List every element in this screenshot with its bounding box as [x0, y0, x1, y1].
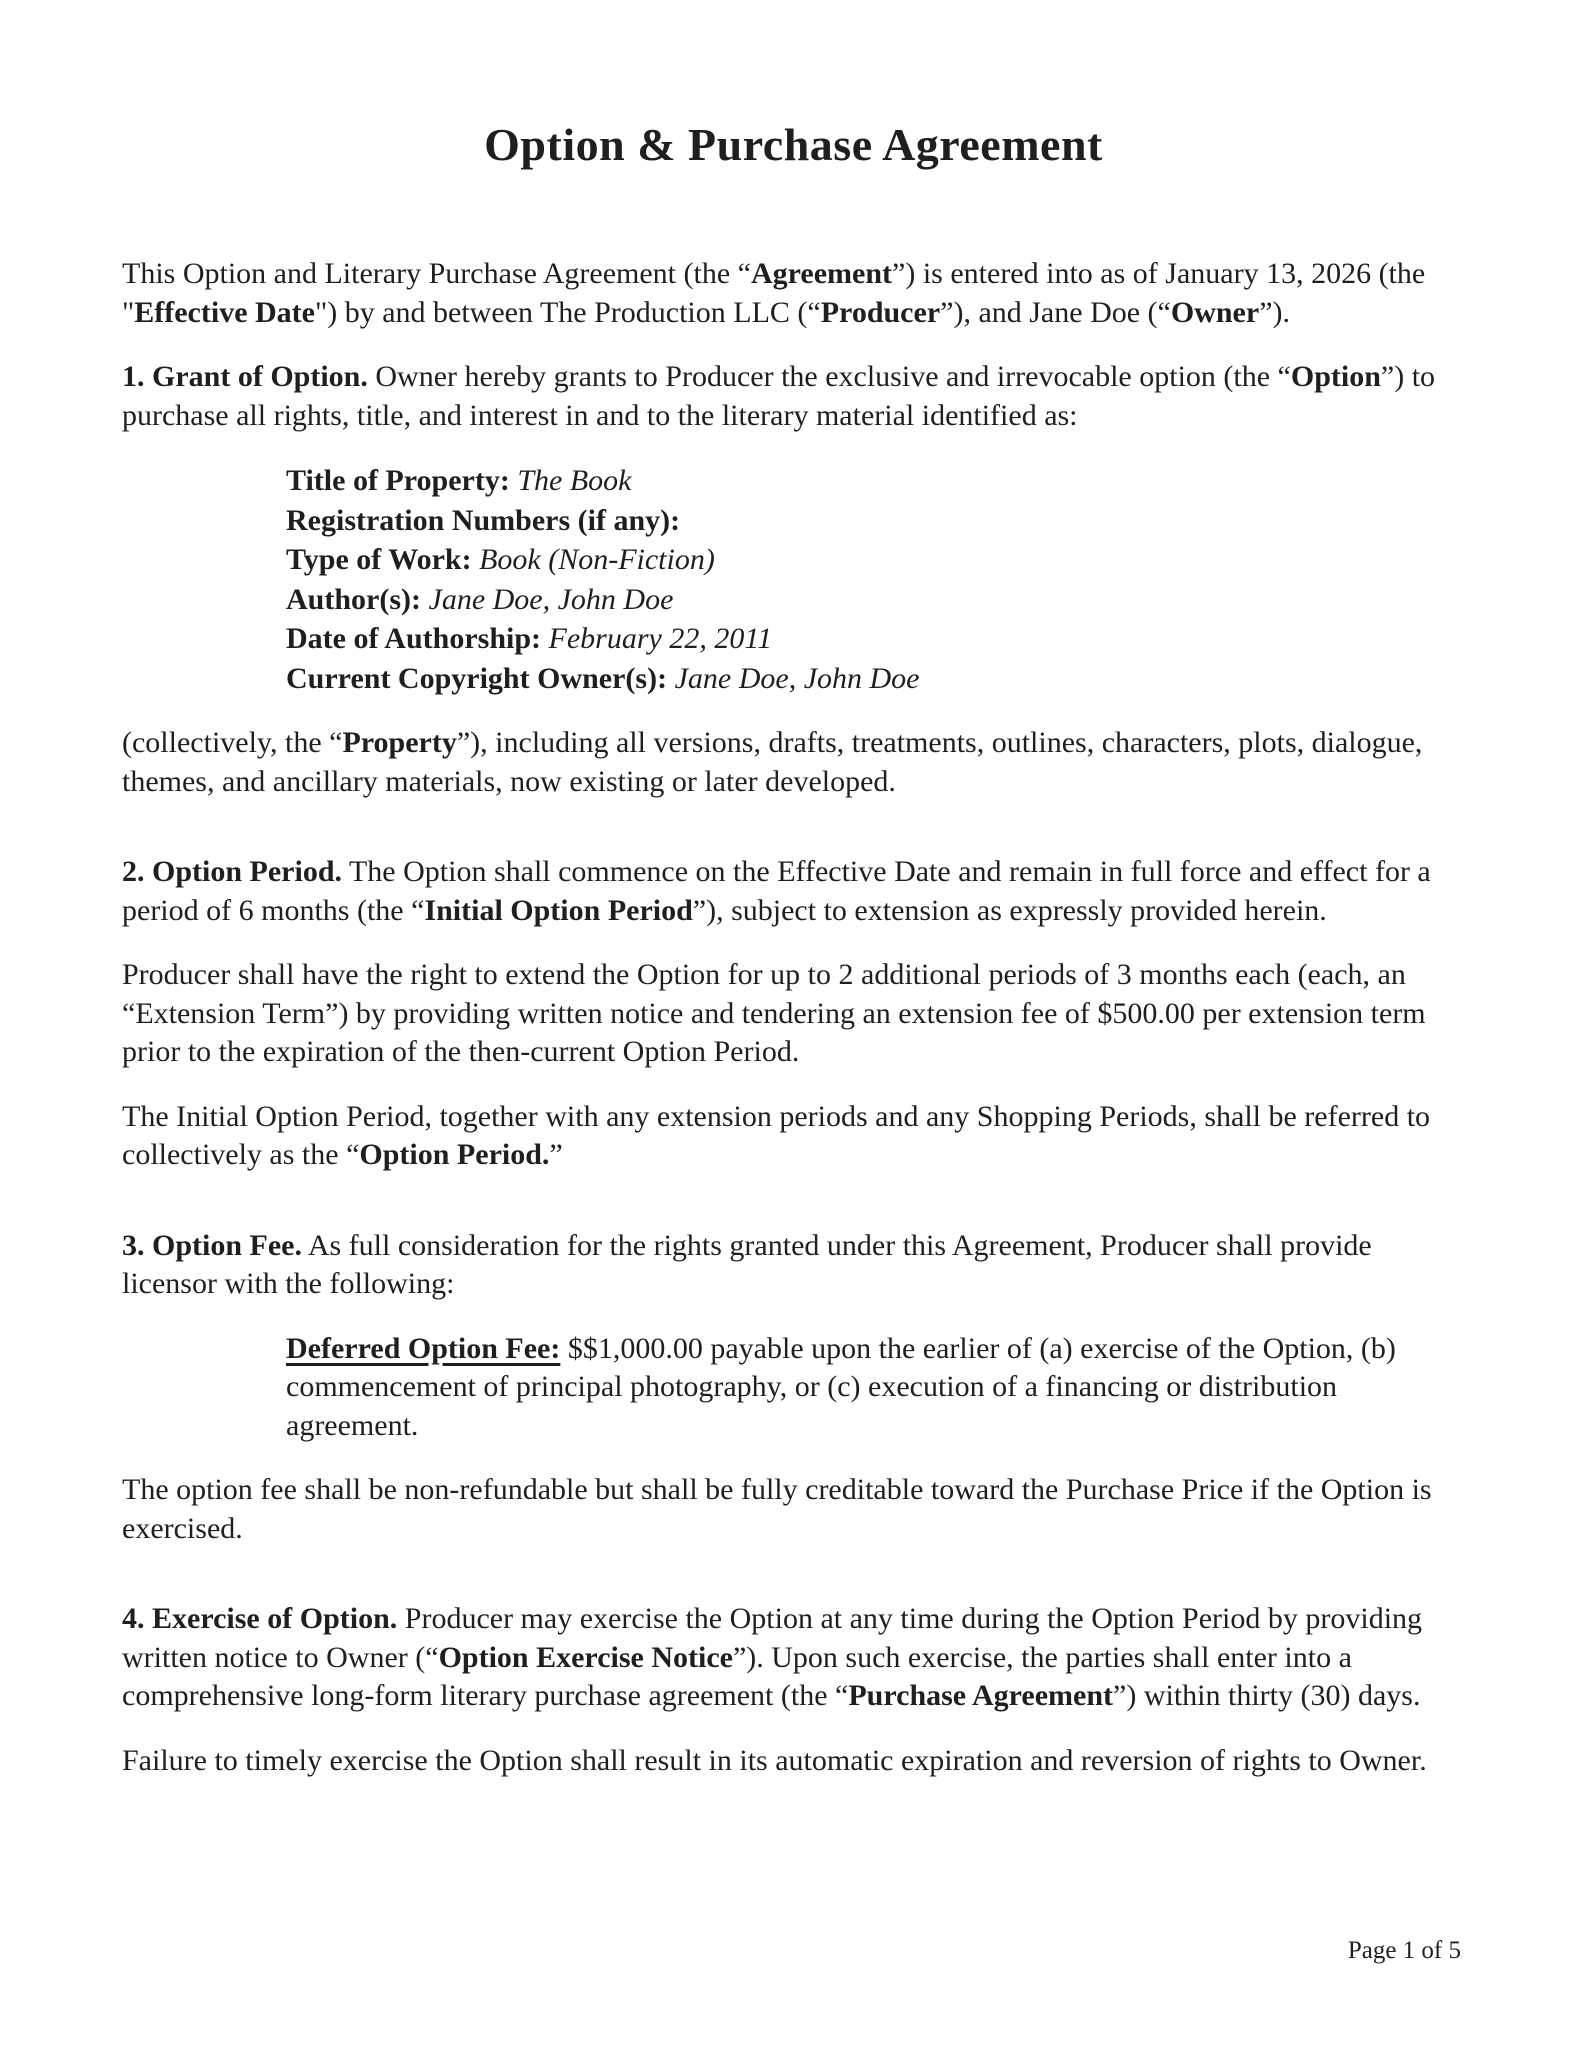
- section-1-grant-of-option: [122, 358, 1465, 435]
- text-run: Type of Work:: [286, 543, 472, 576]
- text-line: [122, 956, 1465, 1072]
- text-line: [122, 255, 1465, 332]
- option-fee-nonrefundable-paragraph: [122, 1471, 1465, 1548]
- text-run: ”), subject to extension as expressly provided herein.: [692, 893, 1327, 927]
- text-run: Option Exercise Notice: [438, 1640, 733, 1674]
- failure-to-exercise-paragraph: [122, 1742, 1465, 1781]
- text-line: [122, 853, 1465, 930]
- text-run: Jane Doe, John Doe: [428, 582, 674, 616]
- text-line: [286, 580, 1465, 620]
- deferred-option-fee-paragraph: [286, 1330, 1465, 1446]
- text-line: [122, 1600, 1465, 1716]
- text-line: [122, 358, 1465, 435]
- extension-term-paragraph: [122, 956, 1465, 1072]
- text-run: The Book: [517, 464, 632, 497]
- text-run: [421, 583, 429, 616]
- text-run: Producer: [820, 295, 941, 329]
- text-line: [122, 724, 1465, 801]
- text-run: Registration Numbers (if any):: [286, 503, 681, 537]
- text-run: 4. Exercise of Option.: [122, 1602, 398, 1635]
- text-run: The option fee shall be non-refundable but shall be fully creditable toward the Purchase Price if the Option is exercised.: [122, 1473, 1432, 1545]
- page-number: Page 1 of 5: [1347, 1937, 1461, 1964]
- section-4-exercise-of-option: [122, 1600, 1465, 1716]
- text-run: [667, 662, 675, 695]
- text-run: Option: [1290, 360, 1381, 393]
- text-run: $$1,000.00 payable upon the earlier of (a) exercise of the Option, (b) commencement of principal photography, or (c) execution of a financing or distribution agreement.: [286, 1331, 1396, 1442]
- text-run: ”) within thirty (30) days.: [1113, 1679, 1421, 1712]
- text-run: ”).: [1259, 295, 1290, 329]
- text-run: This Option and Literary Purchase Agreement (the “: [122, 257, 751, 290]
- text-run: Current Copyright Owner(s):: [286, 661, 668, 695]
- section-3-option-fee: [122, 1227, 1465, 1304]
- option-period-collective-paragraph: [122, 1098, 1465, 1175]
- text-run: Title of Property:: [286, 464, 510, 497]
- document-body: [122, 255, 1465, 1780]
- text-line: [122, 1742, 1465, 1781]
- text-run: Jane Doe, John Doe: [674, 661, 920, 695]
- text-run: (collectively, the “: [122, 726, 343, 759]
- text-run: 3. Option Fee.: [122, 1228, 302, 1262]
- text-line: [286, 461, 1465, 501]
- text-run: [541, 622, 549, 655]
- text-run: Producer shall have the right to extend the Option for up to 2 additional periods of 3 months each (each, an “Extension Term”) by providing written notice and tendering an extension fee of $500.00 per extension term prior to the expiration of the then-current Option Period.: [122, 958, 1426, 1068]
- text-run: ") by and between The Production LLC (“: [314, 295, 821, 329]
- text-line: [286, 501, 1465, 541]
- text-run: Deferred Option Fee:: [286, 1331, 561, 1365]
- document-title: Option & Purchase Agreement: [484, 119, 1103, 170]
- text-run: Option Period.: [359, 1138, 550, 1171]
- section-2-option-period: [122, 853, 1465, 930]
- text-line: [286, 659, 1465, 699]
- text-run: Author(s):: [286, 582, 421, 616]
- text-line: [122, 1471, 1465, 1548]
- text-run: Owner hereby grants to Producer the exclusive and irrevocable option (the “: [367, 360, 1291, 393]
- text-run: The Initial Option Period, together with any extension periods and any Shopping Periods, shall be referred to collectively as the “: [122, 1099, 1431, 1171]
- text-run: ”: [549, 1138, 563, 1171]
- text-run: ”), including all versions, drafts, treatments, outlines, characters, plots, dialogue, themes, and ancillary materials, now existing or later developed.: [122, 726, 1423, 798]
- text-run: ”), and Jane Doe (“: [940, 295, 1171, 329]
- text-run: 2. Option Period.: [122, 855, 343, 888]
- text-run: ”) is entered into as of January 13, 2026 (the ": [122, 257, 1426, 329]
- text-run: Producer may exercise the Option at any time during the Option Period by providing written notice to Owner (“: [122, 1602, 1423, 1674]
- text-run: Purchase Agreement: [848, 1679, 1114, 1712]
- text-run: Date of Authorship:: [286, 622, 542, 655]
- property-details-list: [286, 461, 1465, 698]
- text-run: Agreement: [750, 257, 893, 290]
- text-run: [472, 543, 480, 576]
- text-run: 1. Grant of Option.: [122, 360, 368, 393]
- text-run: The Option shall commence on the Effective Date and remain in full force and effect for a period of 6 months (the “: [122, 855, 1431, 927]
- text-line: [286, 1330, 1465, 1446]
- text-line: [286, 619, 1465, 659]
- text-run: Effective Date: [134, 295, 315, 329]
- text-run: As full consideration for the rights granted under this Agreement, Producer shall provide licensor with the following:: [122, 1228, 1372, 1300]
- text-line: [122, 1227, 1465, 1304]
- property-collective-paragraph: [122, 724, 1465, 801]
- text-run: Book (Non-Fiction): [479, 543, 715, 576]
- text-run: ”) to purchase all rights, title, and interest in and to the literary material identified as:: [122, 360, 1436, 432]
- text-run: Initial Option Period: [424, 893, 693, 927]
- intro-paragraph: [122, 255, 1465, 332]
- text-run: Owner: [1170, 295, 1260, 329]
- text-run: February 22, 2011: [548, 622, 773, 655]
- text-run: ”). Upon such exercise, the parties shall enter into a comprehensive long-form literary purchase agreement (the “: [122, 1640, 1352, 1712]
- text-run: Failure to timely exercise the Option shall result in its automatic expiration and reversion of rights to Owner.: [122, 1743, 1427, 1777]
- text-line: [122, 1098, 1465, 1175]
- text-line: [286, 540, 1465, 580]
- text-run: Property: [342, 726, 457, 759]
